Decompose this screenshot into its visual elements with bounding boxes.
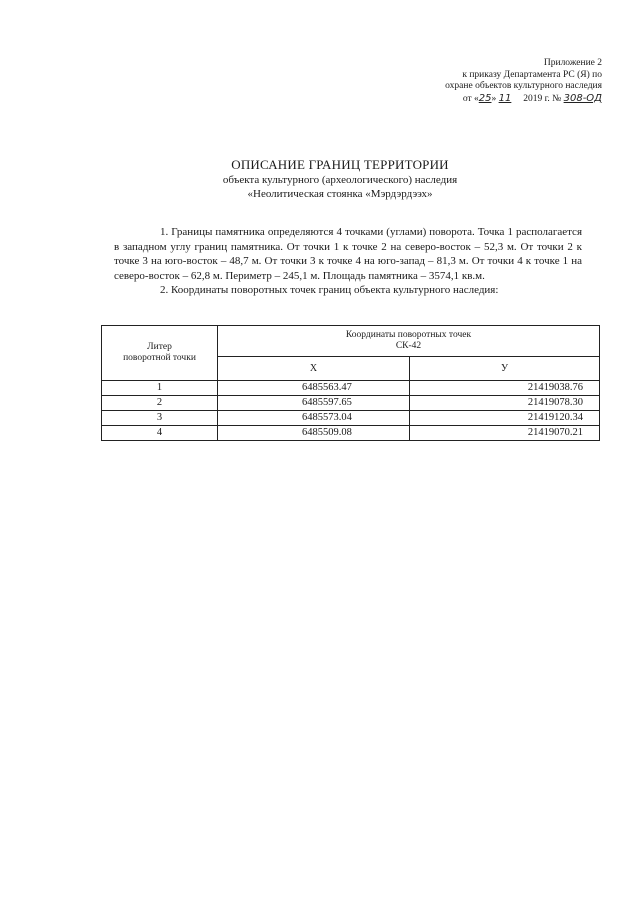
- cell-x: 6485509.08: [218, 426, 410, 441]
- table-row: [102, 396, 600, 411]
- date-prefix: от «: [462, 93, 479, 104]
- header-y: У: [410, 357, 600, 381]
- handwritten-order-number: 308-ОД: [563, 92, 602, 104]
- table-row: [102, 411, 600, 426]
- date-year: 2019 г. №: [523, 93, 562, 104]
- document-subtitle-1: объекта культурного (археологического) наследия: [222, 174, 458, 186]
- header-liter: [102, 326, 218, 381]
- cell-x: 6485563.47: [218, 381, 410, 396]
- header-x: X: [218, 357, 410, 381]
- header-coords-line1: Координаты поворотных точек: [345, 330, 472, 340]
- cell-y: 21419038.76: [410, 381, 600, 396]
- appendix-header: [412, 58, 602, 105]
- cell-y: 21419070.21: [410, 426, 600, 441]
- table-row: [102, 381, 600, 396]
- cell-y: 21419120.34: [410, 411, 600, 426]
- cell-y: 21419078.30: [410, 396, 600, 411]
- appendix-department-line: охране объектов культурного наследия: [445, 81, 602, 91]
- cell-liter: 2: [102, 396, 218, 411]
- cell-x: 6485597.65: [218, 396, 410, 411]
- document-subtitle-2: «Неолитическая стоянка «Мэрдэрдээх»: [247, 188, 433, 200]
- handwritten-month: 11: [498, 92, 512, 104]
- handwritten-day: 25: [478, 92, 492, 104]
- cell-liter: 3: [102, 411, 218, 426]
- document-title: ОПИСАНИЕ ГРАНИЦ ТЕРРИТОРИИ: [231, 157, 449, 172]
- header-coordinates: [218, 326, 600, 357]
- cell-liter: 1: [102, 381, 218, 396]
- header-liter-line1: Литер: [147, 342, 172, 352]
- date-mid: »: [491, 93, 497, 104]
- coordinates-table: [101, 325, 600, 441]
- appendix-date-line: [412, 93, 602, 106]
- cell-x: 6485573.04: [218, 411, 410, 426]
- cell-liter: 4: [102, 426, 218, 441]
- paragraph-boundaries: 1. Границы памятника определяются 4 точками (углами) поворота. Точка 1 располагается в западном углу границ памятника. От точки 1 к точке 2 на северо-восток – 52,3 м. От точки 2 к точке 3 на юго-восток – 48,7 м. От точки 3 к точке 4 на юго-запад – 81,3 м. От точки 4 к точке 1 на северо-восток – 62,8 м. Периметр – 245,1 м. Площадь памятника – 3574,1 кв.м.: [114, 226, 582, 282]
- appendix-title: Приложение 2: [543, 58, 602, 68]
- appendix-order-line: к приказу Департамента РС (Я) по: [462, 69, 602, 80]
- header-coords-line2: СК-42: [395, 341, 422, 351]
- title-block: [120, 157, 560, 201]
- table-row: [102, 426, 600, 441]
- header-liter-line2: поворотной точки: [123, 353, 196, 363]
- body-text: [114, 225, 582, 298]
- paragraph-coordinates-intro: 2. Координаты поворотных точек границ объекта культурного наследия:: [160, 284, 499, 297]
